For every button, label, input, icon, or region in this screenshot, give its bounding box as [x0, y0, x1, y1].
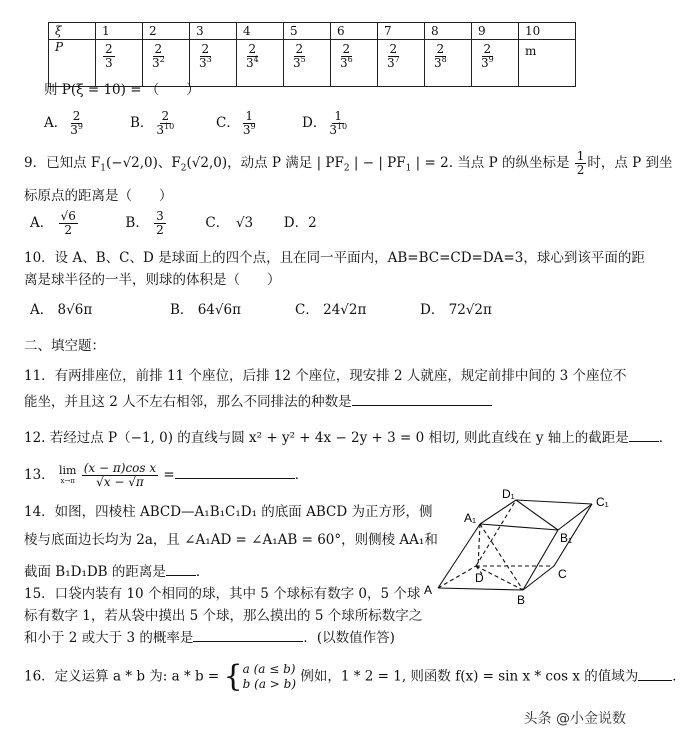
- q9-line2: 标原点的距离是（ ）: [24, 188, 173, 204]
- q10-opt-c: C． 24√2π: [295, 302, 367, 318]
- q9-opt-a-label: A．: [30, 215, 54, 231]
- q9-opt-c: C． √3: [205, 215, 254, 231]
- q14-line2: 棱与底面边长均为 2a，且 ∠A₁AD = ∠A₁AB = 60°，则侧棱 AA₁和: [24, 532, 438, 548]
- q13-line: 13． lim x→π $\frac{\text{(x − π)cos x}}{√x - √\pi}$ = ．: [24, 461, 309, 489]
- label-B1: B₁: [560, 531, 573, 545]
- q11-line1: 11．有两排座位，前排 11 个座位，后排 12 个座位，现安排 2 人就座，规定前排中间的 3 个座位不: [24, 368, 627, 384]
- q8-option: A． $\frac{2}{3^9}$: [44, 109, 83, 137]
- p-cell: $\frac{2}{3}$: [96, 40, 143, 87]
- xi-cell: 9: [472, 23, 519, 40]
- p-cell: $\frac{2}{3^8}$: [425, 40, 472, 87]
- p-cell: $\frac{2}{3^9}$: [472, 40, 519, 87]
- q12-line: 12. 若经过点 P（−1, 0) 的直线与圆 x² + y² + 4x − 2y + 3 = 0 相切, 则此直线在 y 轴上的截距是 ．: [24, 430, 673, 446]
- p-header: P: [49, 40, 96, 87]
- q9-opt-b-label: B．: [125, 215, 149, 231]
- xi-cell: 6: [331, 23, 378, 40]
- q9-text-b: (−√2,0)、F: [105, 155, 181, 171]
- xi-header: ξ: [49, 23, 96, 40]
- q13-lim: lim: [58, 463, 77, 477]
- q15-answer-blank[interactable]: [193, 629, 303, 642]
- q10-line2: 离是球半径的一半，则球的体积是（ ）: [24, 272, 281, 288]
- q9-line1: 9．已知点 $F_1(-√2,0)$、$F_2(√2,0)$，动点 P 满足 | $PF_2$ | − | $PF_1$ | = 2. 当点 P 的纵坐标是 $\frac{1}{2}$ 时，点 P 到坐: [24, 149, 673, 177]
- label-C: C: [558, 567, 567, 581]
- q9-half: $\frac{1}{2}$: [576, 149, 585, 177]
- xi-cell: 3: [190, 23, 237, 40]
- q8-option: C． $\frac{1}{3^9}$: [216, 109, 256, 137]
- q9-text-a: 9．已知点 F: [24, 155, 101, 171]
- q14-answer-blank[interactable]: [166, 563, 196, 576]
- label-D: D: [475, 571, 484, 585]
- q14-line1: 14．如图，四棱柱 ABCD—A₁B₁C₁D₁ 的底面 ABCD 为正方形，侧: [24, 504, 433, 520]
- p-cell: $\frac{2}{3^4}$: [237, 40, 284, 87]
- q15-line1: 15．口袋内装有 10 个相同的球，其中 5 个球标有数字 0，5 个球: [24, 586, 421, 602]
- q9-text-f: 时，点 P 到坐: [587, 155, 673, 171]
- q16-case2: b (a > b): [242, 677, 297, 691]
- q11-line2: 能坐，并且这 2 人不左右相邻，那么不同排法的种数是: [24, 392, 492, 412]
- q9-text-c: (√2,0)，动点 P 满足 | PF: [186, 155, 344, 171]
- xi-cell: 1: [96, 23, 143, 40]
- q9-options: [30, 210, 317, 237]
- xi-cell: 5: [284, 23, 331, 40]
- q9-opt-a-frac: $\frac{√6}{2}$: [60, 209, 76, 237]
- xi-cell: 10: [519, 23, 576, 40]
- q13-lim-sub: x→π: [60, 476, 75, 485]
- p-last-cell: m: [519, 40, 576, 87]
- label-B: B: [517, 593, 526, 607]
- q10-opt-a: A． 8√6π: [30, 302, 93, 318]
- q10-line1: 10．设 A、B、C、D 是球面上的四个点，且在同一平面内，AB=BC=CD=DA=3，球心到该平面的距: [24, 250, 645, 266]
- p-cell: $\frac{2}{3^3}$: [190, 40, 237, 87]
- xi-cell: 4: [237, 23, 284, 40]
- xi-cell: 7: [378, 23, 425, 40]
- q10-opt-b: B． 64√6π: [170, 302, 241, 318]
- label-D1: D₁: [502, 487, 515, 501]
- q9-text-e: | = 2. 当点 P 的纵坐标是: [411, 155, 570, 171]
- label-C1: C₁: [596, 495, 609, 509]
- p-cell: $\frac{2}{3^2}$: [143, 40, 190, 87]
- q11-answer-blank[interactable]: [352, 393, 492, 406]
- q16-case1: a (a ≤ b): [242, 662, 296, 676]
- section-heading: 二、填空题：: [24, 338, 105, 354]
- q15-line2: 标有数字 1，若从袋中摸出 5 个球，那么摸出的 5 个球所标数字之: [24, 608, 423, 624]
- q16-line: 16．定义运算 a * b 为: a * b = { a (a ≤ b) b (a > b) 例如，1 * 2 = 1, 则函数 f(x) = sin x * cos x 的值域为 ．: [24, 659, 686, 694]
- q12-answer-blank[interactable]: [629, 429, 659, 442]
- label-A: A: [424, 583, 433, 597]
- watermark: 头条 @小金说数: [523, 711, 626, 727]
- xi-cell: 8: [425, 23, 472, 40]
- q9-opt-b-frac: $\frac{3}{2}$: [156, 209, 164, 237]
- xi-cell: 2: [143, 23, 190, 40]
- p-cell: $\frac{2}{3^6}$: [331, 40, 378, 87]
- q8-option: B． $\frac{2}{3^{10}}$: [130, 109, 175, 137]
- q16-answer-blank[interactable]: [638, 668, 672, 681]
- q9-opt-d: D．2: [283, 215, 317, 231]
- q14-line3: 截面 B₁D₁DB 的距离是 ．: [24, 564, 210, 580]
- q8-stem: 则 P(ξ = 10) = （ ）: [44, 82, 200, 98]
- label-A1: A₁: [464, 511, 477, 525]
- q13-frac: $\frac{\text{(x − π)cos x}}{√x - √\pi}$: [83, 461, 157, 489]
- q13-answer-blank[interactable]: [175, 466, 295, 479]
- q8-options: [44, 110, 388, 137]
- p-cell: $\frac{2}{3^5}$: [284, 40, 331, 87]
- q8-option: D． $\frac{1}{3^{10}}$: [302, 109, 348, 137]
- q10-opt-d: D． 72√2π: [420, 302, 492, 318]
- p-cell: $\frac{2}{3^7}$: [378, 40, 425, 87]
- q15-line3: 和小于 2 或大于 3 的概率是 ．(以数值作答): [24, 630, 395, 646]
- parallelepiped-figure: [420, 486, 625, 606]
- distribution-table: [48, 22, 576, 87]
- q9-text-d: | − | PF: [349, 155, 406, 171]
